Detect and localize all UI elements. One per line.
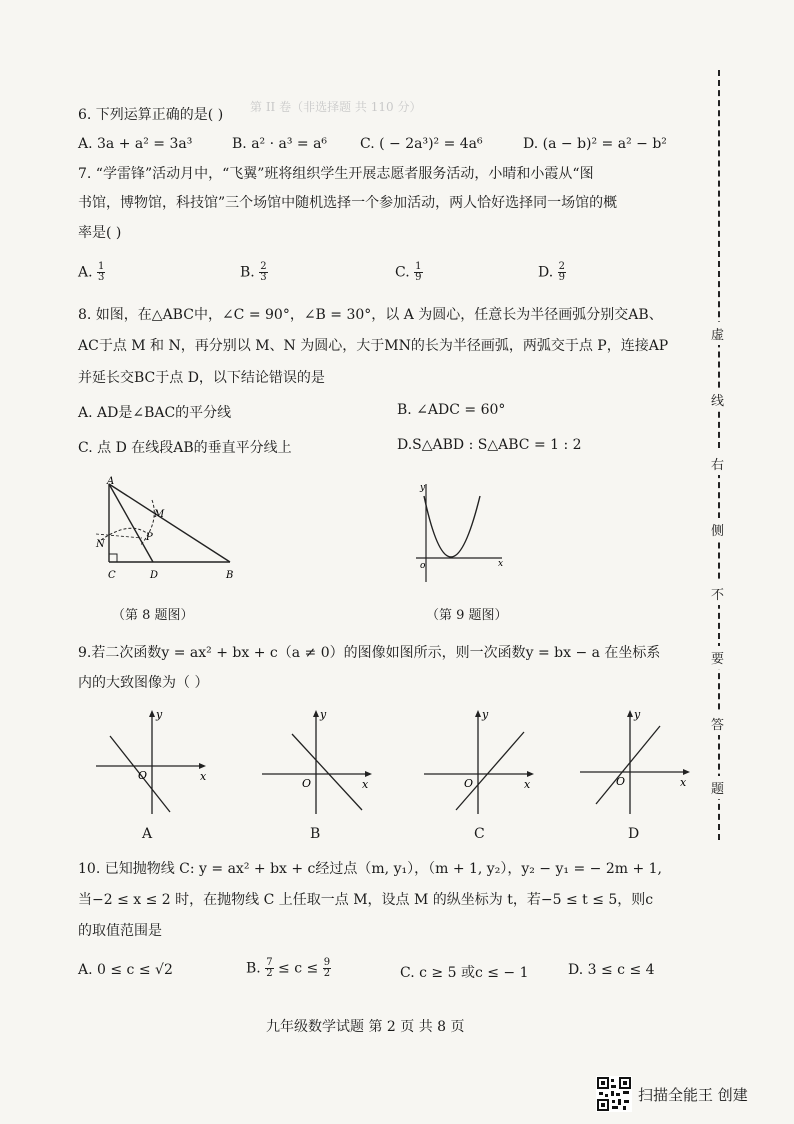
- q9-option-c-label: C: [474, 826, 485, 842]
- q10-option-d: D. 3 ≤ c ≤ 4: [568, 962, 655, 978]
- qr-code-icon: [596, 1076, 632, 1112]
- fig9-label-x: x: [498, 559, 504, 569]
- fig8-label-b: B: [226, 570, 234, 581]
- side-text-char: 不: [711, 582, 724, 605]
- fig8-label-c: C: [108, 570, 116, 581]
- q6-option-d: D. (a − b)² = a² − b²: [523, 136, 667, 152]
- q10-line-2: 当−2 ≤ x ≤ 2 时，在抛物线 C 上任取一点 M，设点 M 的纵坐标为 t，若−5 ≤ t ≤ 5，则c: [78, 892, 654, 908]
- fig8-right-angle-mark: [109, 554, 117, 562]
- q7-option-a: A. $\frac{1}{3}$: [78, 261, 105, 283]
- side-text-char: 要: [711, 646, 724, 669]
- q9-graph-c: [420, 706, 540, 816]
- q7-line-2: 书馆，博物馆，科技馆”三个场馆中随机选择一个参加活动，两人恰好选择同一场馆的概: [78, 195, 618, 211]
- q10-option-c: C. c ≥ 5 或c ≤ − 1: [400, 965, 529, 981]
- q9-graph-a-x-label: x: [200, 770, 207, 783]
- q8-option-c: C. 点 D 在线段AB的垂直平分线上: [78, 440, 292, 456]
- fig8-label-p: P: [146, 532, 153, 543]
- q7-line-1: 7. “学雷锋”活动月中，“飞翼”班将组织学生开展志愿者服务活动，小晴和小霞从“图: [78, 166, 594, 182]
- q9-graph-a: [92, 706, 212, 816]
- page-footer: 九年级数学试题 第 2 页 共 8 页: [266, 1019, 465, 1035]
- q7-option-c: C. $\frac{1}{9}$: [395, 261, 422, 283]
- q9-graph-d: [576, 706, 696, 816]
- q9-graph-a-y-label: y: [156, 708, 163, 721]
- q8-line-2: AC于点 M 和 N，再分别以 M、N 为圆心，大于MN的长为半径画弧，两弧交于点 P，连接AP: [78, 338, 669, 354]
- q8-option-d: D.S△ABD : S△ABC = 1 : 2: [397, 437, 582, 453]
- fig9-parabola-diagram: [410, 478, 510, 588]
- q6-option-a: A. 3a + a² = 3a³: [78, 136, 193, 152]
- q8-option-b: B. ∠ADC = 60°: [397, 402, 506, 418]
- q10-line-3: 的取值范围是: [78, 923, 162, 939]
- q10-option-b: B. $\frac{7}{2}$ ≤ c ≤ $\frac{9}{2}$: [246, 957, 331, 979]
- q9-graph-c-x-label: x: [524, 778, 531, 791]
- q9-graph-d-origin-label: O: [616, 775, 626, 788]
- fig8-side-ab: [109, 484, 230, 562]
- q9-graph-c-origin-label: O: [464, 777, 474, 790]
- fig8-label-d: D: [150, 570, 159, 581]
- fig9-label-origin: o: [420, 561, 426, 571]
- fig8-label-n: N: [96, 539, 105, 550]
- q9-graph-c-y-label: y: [482, 708, 489, 721]
- q9-option-a-label: A: [142, 826, 153, 842]
- q9-graph-c-line: [456, 732, 524, 810]
- q7-line-3: 率是( ): [78, 225, 122, 241]
- fig8-triangle-diagram: [90, 474, 250, 586]
- q7-option-d: D. $\frac{2}{9}$: [538, 261, 566, 283]
- q10-line-1: 10. 已知抛物线 C: y = ax² + bx + c经过点（m, y₁），（m + 1, y₂），y₂ − y₁ = − 2m + 1,: [78, 861, 662, 877]
- fig9-parabola-curve: [424, 496, 480, 557]
- q6-stem: 6. 下列运算正确的是( ): [78, 107, 224, 123]
- q7-option-b: B. $\frac{2}{3}$: [240, 261, 267, 283]
- side-text-char: 右: [711, 452, 724, 475]
- q9-line-1: 9.若二次函数y = ax² + bx + c（a ≠ 0）的图像如图所示，则一次函数y = bx − a 在坐标系: [78, 645, 661, 661]
- bleed-through-text: 第 II 卷（非选择题 共 110 分）: [250, 100, 422, 114]
- side-text-char: 虚: [711, 322, 724, 345]
- fig8-caption: （第 8 题图）: [112, 608, 194, 623]
- side-text-char: 答: [711, 712, 724, 735]
- q6-option-b: B. a² · a³ = a⁶: [232, 136, 328, 152]
- q9-graph-d-y-label: y: [634, 708, 641, 721]
- fig9-label-y: y: [420, 483, 426, 493]
- fig8-segment-ad: [109, 484, 153, 562]
- q8-line-1: 8. 如图，在△ABC中，∠C = 90°，∠B = 30°，以 A 为圆心，任意长为半径画弧分别交AB、: [78, 307, 663, 323]
- fig8-arc-connector: [96, 534, 142, 538]
- fig8-label-a: A: [107, 476, 115, 487]
- side-text-char: 线: [711, 388, 724, 411]
- fig8-label-m: M: [154, 509, 165, 520]
- q8-line-3: 并延长交BC于点 D，以下结论错误的是: [78, 370, 325, 386]
- scanner-watermark: 扫描全能王 创建: [638, 1086, 748, 1104]
- q6-option-c: C. ( − 2a³)² = 4a⁶: [360, 136, 483, 152]
- q9-graph-b-y-label: y: [320, 708, 327, 721]
- q9-graph-a-origin-label: O: [138, 769, 148, 782]
- q8-option-a: A. AD是∠BAC的平分线: [78, 405, 232, 421]
- q9-graph-d-x-label: x: [680, 776, 687, 789]
- q9-graph-d-line: [596, 726, 660, 804]
- q9-option-d-label: D: [628, 826, 640, 842]
- q10-option-a: A. 0 ≤ c ≤ √2: [78, 962, 173, 978]
- q9-graph-b-line: [292, 734, 362, 810]
- q9-line-2: 内的大致图像为（ ）: [78, 675, 209, 691]
- q9-graph-b: [258, 706, 378, 816]
- fig9-caption: （第 9 题图）: [426, 608, 508, 623]
- side-text-char: 题: [711, 776, 724, 799]
- q9-graph-b-x-label: x: [362, 778, 369, 791]
- q9-graph-b-origin-label: O: [302, 777, 312, 790]
- side-text-char: 侧: [711, 518, 724, 541]
- q9-option-b-label: B: [310, 826, 321, 842]
